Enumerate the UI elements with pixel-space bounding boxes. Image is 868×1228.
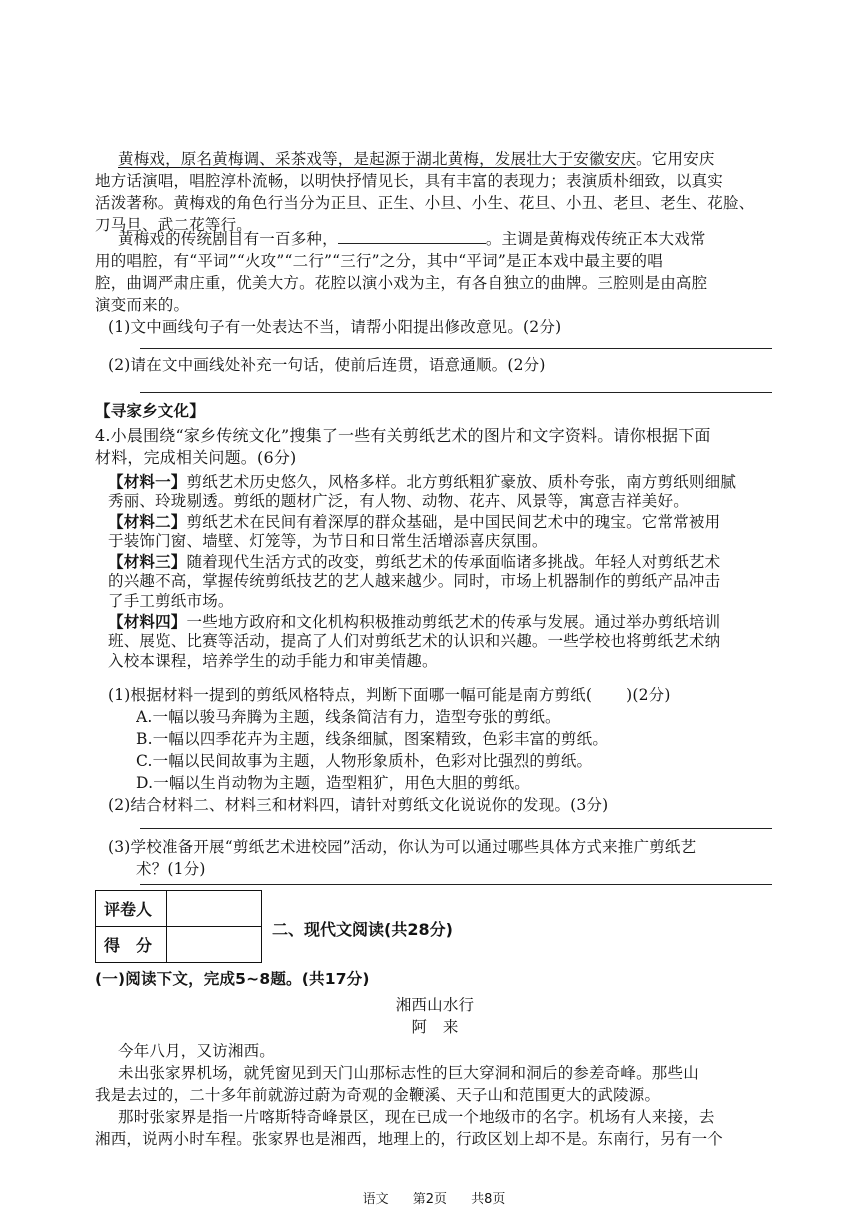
material-text: 入校本课程，培养学生的动手能力和审美情趣。 (108, 652, 438, 670)
subquestion-text: )(2分) (626, 686, 671, 704)
passage-line: 地方话演唱，唱腔淳朴流畅，以明快抒情见长，具有丰富的表现力；表演质朴细致，以真实 (95, 172, 724, 190)
option-c: C.一幅以民间故事为主题，人物形象质朴，色彩对比强烈的剪纸。 (136, 752, 593, 770)
footer-page: 第2页 (412, 1192, 447, 1207)
passage-text: 用的唱腔，有“平词”“火攻”“二行”“三行”之分，其中 (95, 252, 459, 270)
passage-text: 黄梅戏的传统剧目有一百多种， (118, 230, 338, 248)
material-tag: 【材料一】 (108, 472, 187, 491)
grader-table (95, 890, 262, 963)
material-tag: 【材料四】 (108, 612, 187, 631)
grader-field[interactable] (167, 891, 262, 927)
material-tag: 【材料三】 (108, 552, 187, 571)
article-line: 湘西，说两小时车程。张家界也是湘西，地理上的，行政区划上却不是。东南行，另有一个 (95, 1130, 724, 1148)
answer-line[interactable] (140, 392, 772, 393)
subquestion-text: (1)根据材料一提到的剪纸风格特点，判断下面哪一幅可能是南方剪纸( (108, 686, 593, 704)
option-a: A.一幅以骏马奔腾为主题，线条简洁有力，造型夸张的剪纸。 (136, 708, 561, 726)
article-line: 我是去过的，二十多年前就游过蔚为奇观的金鞭溪、天子山和范围更大的武陵源。 (95, 1086, 661, 1104)
answer-line[interactable] (140, 828, 772, 829)
answer-line[interactable] (140, 348, 772, 349)
article-title: 湘西山水行 (395, 996, 475, 1014)
passage-text: “平词”是正本戏中最主要的唱 (458, 252, 663, 270)
section-heading: 【寻家乡文化】 (95, 402, 205, 420)
material-text: 秀丽、玲珑剔透。剪纸的题材广泛，有人物、动物、花卉、风景等，寓意吉祥美好。 (108, 492, 689, 510)
material-text: 剪纸艺术历史悠久，风格多样。北方剪纸粗犷豪放、质朴夸张，南方剪纸则细腻 (186, 473, 737, 491)
score-field[interactable] (167, 927, 262, 963)
page-footer (0, 1188, 868, 1207)
score-label: 得 分 (96, 927, 167, 963)
material-text: 一些地方政府和文化机构积极推动剪纸艺术的传承与发展。通过举办剪纸培训 (186, 613, 721, 631)
footer-total: 共8页 (471, 1192, 506, 1207)
answer-line[interactable] (140, 884, 772, 885)
passage-line: 演变而来的。 (95, 296, 190, 314)
passage-line: 活泼著称。黄梅戏的角色行当分为正旦、正生、小旦、小生、花旦、小丑、老旦、老生、花脸、 (95, 194, 755, 212)
material-text: 剪纸艺术在民间有着深厚的群众基础，是中国民间艺术中的瑰宝。它常常被用 (186, 513, 721, 531)
subquestion-1 (108, 686, 788, 705)
question-4-stem: 4.小晨围绕“家乡传统文化”搜集了一些有关剪纸艺术的图片和文字资料。请你根据下面 (95, 426, 711, 445)
material-4 (108, 612, 778, 632)
section-2-heading: 二、现代文阅读(共28分) (272, 920, 453, 939)
material-1 (108, 472, 778, 492)
article-author: 阿 来 (411, 1018, 459, 1036)
article-line: 那时张家界是指一片喀斯特奇峰景区，现在已成一个地级市的名字。机场有人来接，去 (118, 1108, 715, 1126)
fill-in-blank[interactable] (338, 243, 486, 244)
subquestion-2: (2)结合材料二、材料三和材料四，请针对剪纸文化说说你的发现。(3分) (108, 796, 609, 814)
material-text: 的兴趣不高，掌握传统剪纸技艺的艺人越来越少。同时，市场上机器制作的剪纸产品冲击 (108, 572, 721, 590)
subquestion-3: 术？(1分) (136, 860, 206, 878)
material-text: 随着现代生活方式的改变，剪纸艺术的传承面临诸多挑战。年轻人对剪纸艺术 (186, 553, 721, 571)
material-text: 于装饰门窗、墙壁、灯笼等，为节日和日常生活增添喜庆氛围。 (108, 532, 548, 550)
passage-line (118, 230, 778, 249)
passage-line (95, 252, 775, 271)
material-text: 班、展览、比赛等活动，提高了人们对剪纸艺术的认识和兴趣。一些学校也将剪纸艺术纳 (108, 632, 721, 650)
footer-subject: 语文 (362, 1192, 389, 1207)
part-1-heading: (一)阅读下文，完成5~8题。(共17分) (95, 970, 370, 988)
question-4-stem: 材料，完成相关问题。(6分) (95, 448, 297, 467)
article-line: 今年八月，又访湘西。 (118, 1042, 276, 1060)
article-line: 未出张家界机场，就凭窗见到天门山那标志性的巨大穿洞和洞后的参差奇峰。那些山 (118, 1064, 699, 1082)
passage-line: 腔，曲调严肃庄重，优美大方。花腔以演小戏为主，有各自独立的曲牌。三腔则是由高腔 (95, 274, 708, 292)
option-b: B.一幅以四季花卉为主题，线条细腻，图案精致，色彩丰富的剪纸。 (136, 730, 609, 748)
material-3 (108, 552, 778, 572)
grader-label: 评卷人 (96, 891, 167, 927)
passage-text: 。它用安庆 (636, 150, 715, 168)
material-text: 了手工剪纸市场。 (108, 592, 234, 610)
passage-line: 刀马旦、武二花等行。 (95, 216, 253, 234)
question-2: (2)请在文中画线处补充一句话，使前后连贯，语意通顺。(2分) (108, 356, 546, 374)
underlined-sentence: 黄梅戏，原名黄梅调、采茶戏等，是起源于湖北黄梅，发展壮大于安徽安庆 (118, 150, 637, 168)
question-1: (1)文中画线句子有一处表达不当，请帮小阳提出修改意见。(2分) (108, 318, 562, 336)
option-d: D.一幅以生肖动物为主题，造型粗犷，用色大胆的剪纸。 (136, 774, 531, 792)
subquestion-3: (3)学校准备开展“剪纸艺术进校园”活动，你认为可以通过哪些具体方式来推广剪纸艺 (108, 838, 697, 856)
passage-line (118, 150, 778, 169)
material-2 (108, 512, 778, 532)
passage-text: 。主调是黄梅戏传统正本大戏常 (485, 230, 706, 248)
material-tag: 【材料二】 (108, 512, 187, 531)
